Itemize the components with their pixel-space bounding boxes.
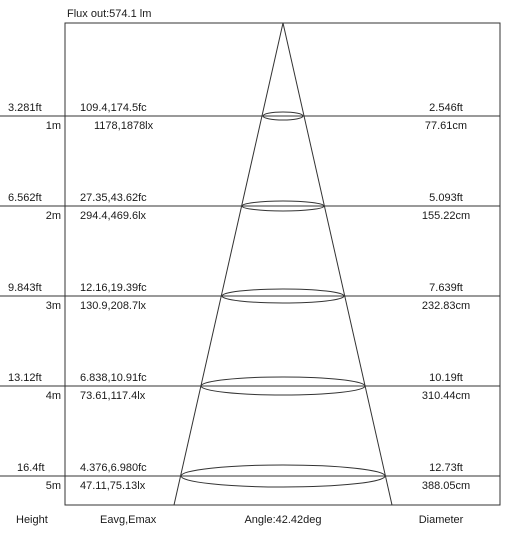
- illuminance-fc-label: 27.35,43.62fc: [80, 192, 147, 204]
- beam-angle-label: Angle:42.42deg: [244, 514, 322, 526]
- beam-edge-left: [174, 23, 283, 505]
- illuminance-fc-label: 6.838,10.91fc: [80, 372, 147, 384]
- diameter-cm-label: 388.05cm: [421, 480, 471, 492]
- height-m-label: 2m: [45, 210, 61, 222]
- illuminance-lx-label: 73.61,117.4lx: [80, 390, 146, 402]
- diameter-ft-label: 5.093ft: [429, 192, 463, 204]
- eavg-emax-column-label: Eavg,Emax: [100, 514, 157, 526]
- height-ft-label: 3.281ft: [8, 102, 42, 114]
- flux-output-label: Flux out:574.1 lm: [67, 8, 152, 20]
- illuminance-lx-label: 1178,1878lx: [94, 120, 154, 132]
- illuminance-fc-label: 12.16,19.39fc: [80, 282, 147, 294]
- height-m-label: 4m: [45, 390, 61, 402]
- diameter-ft-label: 2.546ft: [429, 102, 463, 114]
- illuminance-fc-label: 4.376,6.980fc: [80, 462, 147, 474]
- illuminance-fc-label: 109.4,174.5fc: [80, 102, 147, 114]
- diameter-cm-label: 77.61cm: [424, 120, 468, 132]
- height-ft-label: 6.562ft: [8, 192, 42, 204]
- diameter-column-label: Diameter: [418, 514, 464, 526]
- diameter-ft-label: 12.73ft: [429, 462, 463, 474]
- illuminance-lx-label: 47.11,75.13lx: [80, 480, 146, 492]
- height-ft-label: 13.12ft: [8, 372, 42, 384]
- height-column-label: Height: [16, 514, 48, 526]
- height-ft-label: 9.843ft: [8, 282, 42, 294]
- height-m-label: 5m: [45, 480, 61, 492]
- diameter-cm-label: 310.44cm: [421, 390, 471, 402]
- height-m-label: 1m: [45, 120, 61, 132]
- diameter-cm-label: 155.22cm: [421, 210, 471, 222]
- illuminance-lx-label: 130.9,208.7lx: [80, 300, 147, 312]
- diameter-ft-label: 7.639ft: [429, 282, 463, 294]
- height-m-label: 3m: [45, 300, 61, 312]
- diagram-frame: [65, 23, 500, 505]
- diameter-cm-label: 232.83cm: [421, 300, 471, 312]
- beam-edge-right: [283, 23, 392, 505]
- illuminance-lx-label: 294.4,469.6lx: [80, 210, 147, 222]
- height-ft-label: 16.4ft: [17, 462, 45, 474]
- diameter-ft-label: 10.19ft: [429, 372, 463, 384]
